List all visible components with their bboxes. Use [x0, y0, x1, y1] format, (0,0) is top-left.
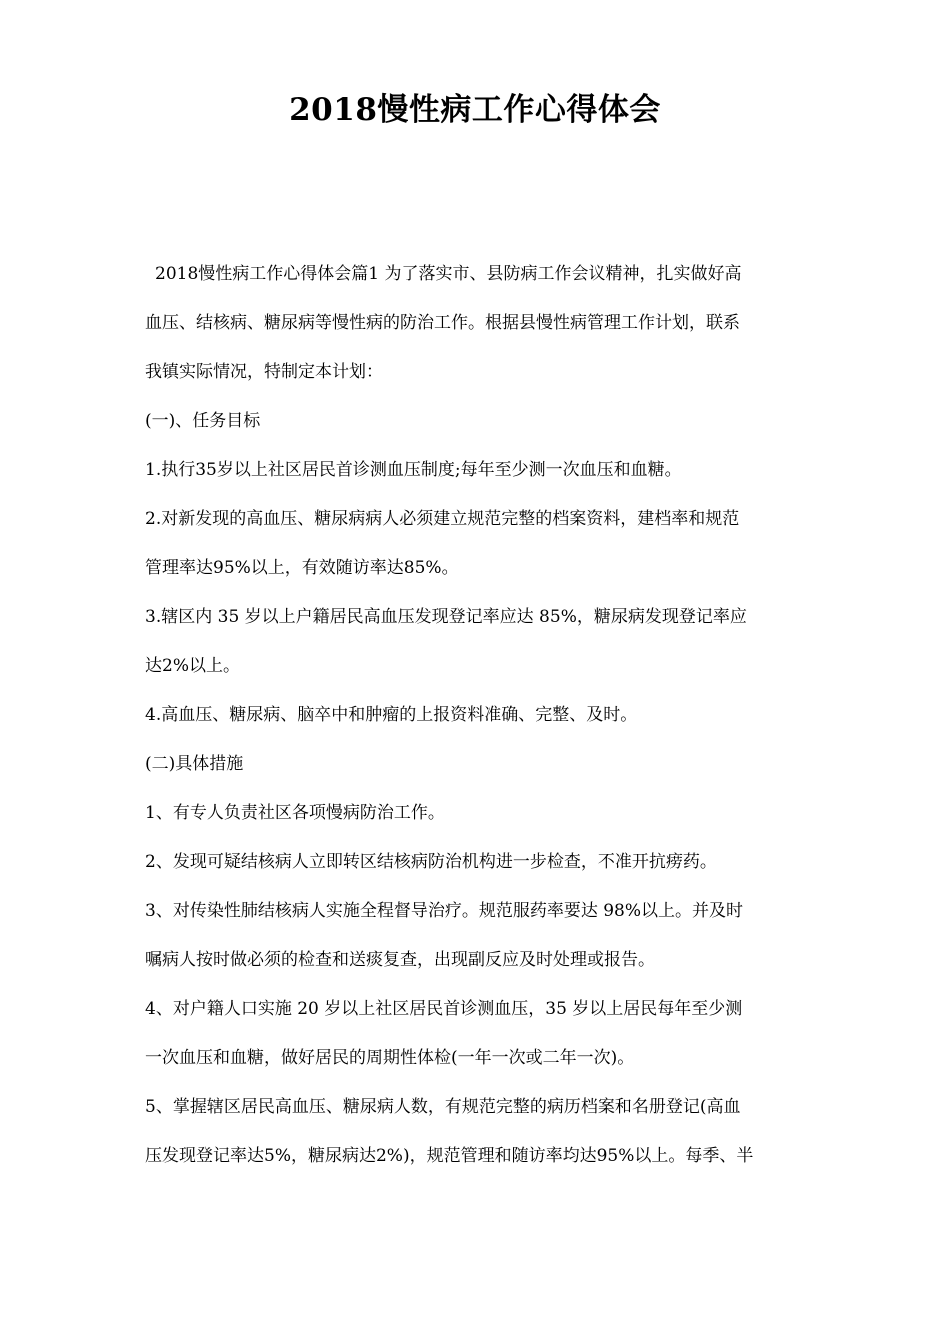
goal-item-4: 4.高血压、糖尿病、脑卒中和肿瘤的上报资料准确、完整、及时。	[145, 705, 638, 725]
section-heading-goals: (一)、任务目标	[145, 411, 261, 431]
measure-item-1: 1、有专人负责社区各项慢病防治工作。	[145, 803, 445, 823]
measure-item-4-line-2: 一次血压和血糖，做好居民的周期性体检(一年一次或二年一次)。	[145, 1048, 635, 1068]
paragraph-line-3: 我镇实际情况，特制定本计划：	[145, 362, 383, 382]
goal-item-3-line-2: 达2%以上。	[145, 656, 240, 676]
goal-item-1: 1.执行35岁以上社区居民首诊测血压制度;每年至少测一次血压和血糖。	[145, 460, 682, 480]
paragraph-line-1: 2018慢性病工作心得体会篇1 为了落实市、县防病工作会议精神，扎实做好高	[155, 264, 742, 284]
goal-item-2-line-2: 管理率达95%以上，有效随访率达85%。	[145, 558, 459, 578]
measure-item-5-line-2: 压发现登记率达5%，糖尿病达2%)，规范管理和随访率均达95%以上。每季、半	[145, 1146, 754, 1166]
measure-item-3-line-1: 3、对传染性肺结核病人实施全程督导治疗。规范服药率要达 98%以上。并及时	[145, 901, 744, 921]
measure-item-5-line-1: 5、掌握辖区居民高血压、糖尿病人数，有规范完整的病历档案和名册登记(高血	[145, 1097, 741, 1117]
goal-item-3-line-1: 3.辖区内 35 岁以上户籍居民高血压发现登记率应达 85%，糖尿病发现登记率应	[145, 607, 747, 627]
measure-item-2: 2、发现可疑结核病人立即转区结核病防治机构进一步检查，不准开抗痨药。	[145, 852, 717, 872]
goal-item-2-line-1: 2.对新发现的高血压、糖尿病病人必须建立规范完整的档案资料，建档率和规范	[145, 509, 740, 529]
measure-item-4-line-1: 4、对户籍人口实施 20 岁以上社区居民首诊测血压，35 岁以上居民每年至少测	[145, 999, 743, 1019]
document-title: 2018慢性病工作心得体会	[289, 92, 661, 128]
paragraph-line-2: 血压、结核病、糖尿病等慢性病的防治工作。根据县慢性病管理工作计划，联系	[145, 313, 740, 333]
document-body	[145, 250, 813, 1181]
measure-item-3-line-2: 嘱病人按时做必须的检查和送痰复查，出现副反应及时处理或报告。	[145, 950, 655, 970]
section-heading-measures: (二)具体措施	[145, 754, 244, 774]
